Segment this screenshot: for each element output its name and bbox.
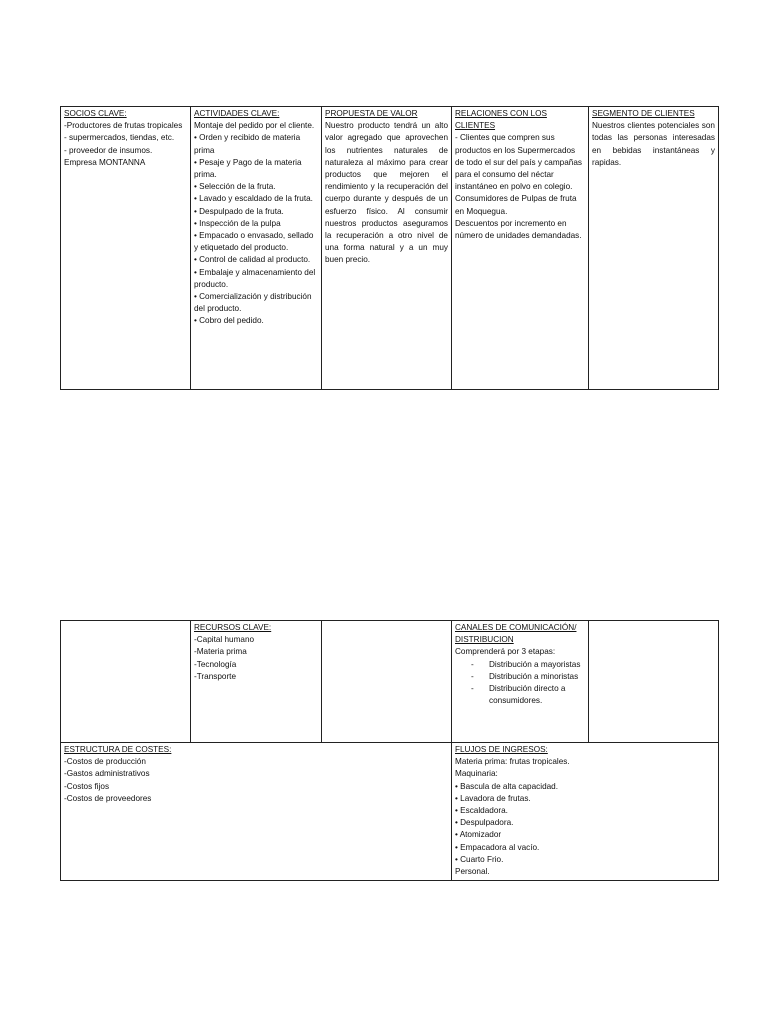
costes-line: -Costos de proveedores: [64, 793, 152, 803]
socios-line: Empresa MONTANNA: [64, 157, 146, 167]
canales-item: Distribución a mayoristas: [489, 659, 581, 669]
estructura-costes-header: ESTRUCTURA DE COSTES:: [64, 745, 172, 754]
recursos-line: -Materia prima: [194, 647, 247, 657]
ingresos-line: • Cuarto Frio.: [455, 854, 504, 864]
actividades-line: • Inspección de la pulpa: [194, 218, 281, 228]
list-item: - Distribución directo a consumidores.: [471, 684, 566, 706]
relaciones-line: - Clientes que compren sus productos en los Supermercados de todo el sur del país y campañas para el consumo del néctar instantáneo en polvo en colegio.: [455, 133, 582, 192]
business-canvas-bottom-table: [60, 620, 719, 881]
ingresos-line: • Lavadora de frutas.: [455, 793, 531, 803]
actividades-clave-header: ACTIVIDADES CLAVE:: [194, 109, 280, 118]
ingresos-line: • Despulpadora.: [455, 818, 514, 828]
canales-item: Distribución directo a consumidores.: [489, 684, 566, 706]
ingresos-line: Maquinaria:: [455, 769, 498, 779]
relaciones-line: Descuentos por incremento en número de unidades demandadas.: [455, 218, 582, 241]
flujos-ingresos-cell: [452, 743, 719, 881]
ingresos-line: • Empacadora al vacío.: [455, 842, 540, 852]
actividades-line: • Pesaje y Pago de la materia prima.: [194, 157, 302, 180]
flujos-ingresos-header: FLUJOS DE INGRESOS:: [455, 745, 548, 754]
actividades-line: Montaje del pedido por el cliente.: [194, 121, 315, 131]
socios-clave-header: SOCIOS CLAVE:: [64, 109, 127, 118]
relaciones-line: Consumidores de Pulpas de fruta en Moquegua.: [455, 194, 577, 216]
recursos-line: -Tecnología: [194, 659, 237, 669]
actividades-line: • Orden y recibido de materia prima: [194, 133, 301, 155]
propuesta-valor-cell: [322, 107, 452, 390]
ingresos-line: Personal.: [455, 867, 490, 877]
socios-line: -Productores de frutas tropicales: [64, 121, 183, 131]
ingresos-line: • Bascula de alta capacidad.: [455, 781, 559, 791]
socios-clave-cell: [61, 107, 191, 390]
actividades-line: • Cobro del pedido.: [194, 316, 264, 326]
empty-cell: [322, 621, 452, 743]
segmento-clientes-header: SEGMENTO DE CLIENTES: [592, 109, 695, 118]
ingresos-line: • Escaldadora.: [455, 806, 508, 816]
empty-cell: [61, 621, 191, 743]
actividades-clave-cell: [191, 107, 322, 390]
ingresos-line: Materia prima: frutas tropicales.: [455, 757, 570, 767]
costes-line: -Gastos administrativos: [64, 769, 150, 779]
canales-list: [455, 659, 585, 708]
propuesta-valor-text: Nuestro producto tendrá un alto valor agregado que aprovechen los nutrientes naturales de naturaleza al máximo para crear productos que mejoren el rendimiento y la recuperación del cuerpo durante y después de un esfuerzo físico. Al consumir nuestros productos aseguramos la recuperación a otro nivel de una forma natural y a un muy buen precio.: [325, 121, 448, 265]
actividades-line: • Selección de la fruta.: [194, 182, 276, 192]
recursos-clave-header: RECURSOS CLAVE:: [194, 623, 272, 632]
propuesta-valor-header: PROPUESTA DE VALOR: [325, 109, 418, 118]
list-item: - Distribución a mayoristas: [471, 659, 581, 669]
costes-line: -Costos de producción: [64, 757, 146, 767]
segmento-clientes-cell: [589, 107, 719, 390]
canales-header: CANALES DE COMUNICACIÓN/ DISTRIBUCION: [455, 623, 577, 645]
empty-cell: [589, 621, 719, 743]
actividades-line: • Empacado o envasado, sellado y etiquetado del producto.: [194, 231, 314, 253]
actividades-line: • Comercialización y distribución del producto.: [194, 292, 312, 314]
segmento-clientes-text: Nuestros clientes potenciales son todas las personas interesadas en bebidas instantáneas y rapidas.: [592, 121, 715, 167]
relaciones-clientes-cell: [452, 107, 589, 390]
socios-line: - proveedor de insumos.: [64, 145, 153, 155]
canales-intro: Comprenderá por 3 etapas:: [455, 647, 556, 657]
actividades-line: • Despulpado de la fruta.: [194, 206, 284, 216]
canales-item: Distribución a minoristas: [489, 671, 579, 681]
canales-cell: [452, 621, 589, 743]
list-item: - Distribución a minoristas: [471, 671, 579, 681]
actividades-line: • Lavado y escaldado de la fruta.: [194, 194, 313, 204]
relaciones-clientes-header: RELACIONES CON LOS CLIENTES: [455, 109, 547, 131]
actividades-line: • Embalaje y almacenamiento del producto.: [194, 267, 316, 289]
estructura-costes-cell: [61, 743, 452, 881]
ingresos-line: • Atomizador: [455, 830, 502, 840]
recursos-line: -Capital humano: [194, 635, 255, 645]
recursos-line: -Transporte: [194, 671, 237, 681]
costes-line: -Costos fijos: [64, 781, 110, 791]
actividades-line: • Control de calidad al producto.: [194, 255, 311, 265]
socios-line: - supermercados, tiendas, etc.: [64, 133, 175, 143]
business-canvas-top-table: [60, 106, 719, 390]
recursos-clave-cell: [191, 621, 322, 743]
